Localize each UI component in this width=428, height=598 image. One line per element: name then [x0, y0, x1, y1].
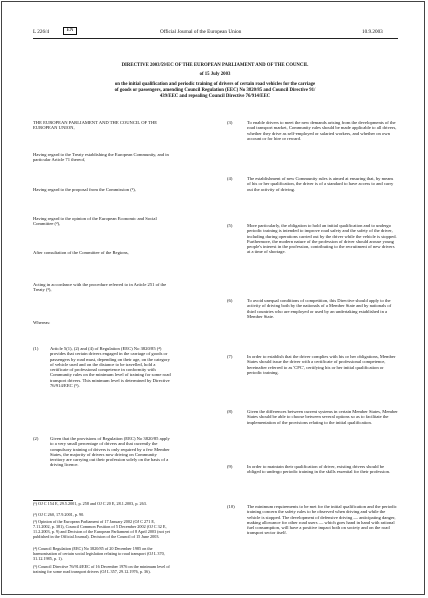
recital-number: (10): [227, 504, 235, 509]
directive-subject-line-2: of goods or passengers, amending Council Regulation (EEC) No 3820/85 and Council Directive 91/: [114, 88, 316, 93]
whereas-heading: Whereas:: [33, 320, 51, 325]
recital-number: (9): [227, 464, 233, 469]
footnote-2: (²) OJ C 260, 17.9.2001, p. 90.: [33, 512, 85, 517]
recital-3: To enable drivers to meet the new demands arising from the developments of the road transport market, Community rules should be made applicable to all drivers, whether they drive as self-employed or salaried workers, and whether on own account or for hire or reward.: [247, 120, 397, 141]
recital-number: (6): [227, 298, 233, 303]
recital-2: Given that the provisions of Regulation (EEC) No 3820/85 apply to a very small percentage of drivers and that currently the compulsory training of drivers is only required by a few Member States, the majority of drivers now driving on Community territory are carrying out their profession solely on the basis of a driving licence.: [50, 436, 170, 468]
header-rule: [33, 38, 398, 39]
recital-9: In order to maintain their qualification of driver, existing drivers should be obliged to undergo periodic training in the skills essential for their profession.: [247, 464, 391, 475]
recital-8: Given the differences between current systems in certain Member States, Member States should be able to choose between several options so as to facilitate the implementation of the provisions relating to the initial qualification.: [247, 409, 398, 425]
recital-6: To avoid unequal conditions of competition, this Directive should apply to the activity of driving both by the nationals of a Member State and by nationals of third countries who are employed or used by an undertaking established in a Member State.: [247, 298, 392, 319]
footnote-1: (¹) OJ C 154 E, 29.5.2001, p. 258 and OJ C 20 E, 28.1.2003, p. 263.: [33, 501, 147, 506]
directive-title: DIRECTIVE 2003/59/EC OF THE EUROPEAN PARLIAMENT AND OF THE COUNCIL: [121, 63, 309, 68]
directive-subject-line-1: on the initial qualification and periodic training of drivers of certain road vehicles for the carriage: [114, 82, 316, 87]
recital-number: (8): [227, 409, 233, 414]
citation-treaty: Having regard to the Treaty establishing the European Community, and in particular Article 71 thereof,: [33, 152, 169, 163]
recital-number: (5): [227, 223, 233, 228]
recital-number: (2): [33, 436, 39, 441]
recital-1: Article 5(1), (2) and (4) of Regulation (EEC) No 3820/85 (⁴) provides that certain drivers engaged in the carriage of goods or passengers by road must, depending on their age, on the category of vehicle used and on the distance to be travelled, hold a certificate of professional competence in conformity with Community rules on the minimum level of training for some road transport drivers. This minimum level is determined by Directive 76/914/EEC (⁵).: [50, 346, 171, 389]
directive-date: of 15 July 2003: [199, 72, 231, 77]
citation-economic-social-committee: Having regard to the opinion of the European Economic and Social Committee (²),: [33, 216, 157, 227]
recital-5: More particularly, the obligation to hold an initial qualification and to undergo periodic training is intended to improve road safety and the safety of the driver, including during operations carried out by the driver while the vehicle is stopped. Furthermore, the modern nature of the profession of driver should arouse young people's interest in the profession, contributing to the recruitment of new drivers at a time of shortage.: [247, 223, 397, 255]
recital-number: (4): [227, 176, 233, 181]
recital-number: (3): [227, 120, 233, 125]
recital-number: (7): [227, 354, 233, 359]
footnote-5: (⁵) Council Directive 76/914/EEC of 16 December 1976 on the minimum level of training for some road transport drivers (OJ L 357, 29.12.1976, p. 36).: [33, 564, 170, 574]
enacting-body: THE EUROPEAN PARLIAMENT AND THE COUNCIL OF THE EUROPEAN UNION,: [33, 120, 158, 131]
footnote-3: (³) Opinion of the European Parliament of 17 January 2002 (OJ C 271 E, 7.11.2002, p. 381), Council Common Position of 5 December 2002 (OJ C 32 E, 11.2.2003, p. 9) and Decision of the European Parliament of 8 April 2003 (not yet published in the Official Journal). Decision of the Council of 15 June 2003.: [33, 519, 171, 539]
journal-name: Official Journal of the European Union: [160, 29, 242, 35]
recital-10: The minimum requirements to be met for the initial qualification and the periodic training concern the safety rules to be observed when driving and while the vehicle is stopped. The development of defensive driving — anticipating danger, making allowance for other road users — which goes hand in hand with rational fuel consumption, will have a positive impact both on society and on the road transport sector itself.: [247, 504, 397, 536]
recital-4: The establishment of new Community rules is aimed at ensuring that, by means of his or her qualification, the driver is of a standard to have access to and carry out the activity of driving.: [247, 176, 394, 192]
publication-date: 10.9.2003: [362, 29, 383, 35]
citation-committee-regions: After consultation of the Committee of the Regions,: [33, 250, 129, 255]
language-code-box: EN: [63, 27, 77, 35]
citation-treaty-procedure: Acting in accordance with the procedure referred to in Article 251 of the Treaty (³),: [33, 282, 167, 293]
footnote-4: (⁴) Council Regulation (EEC) No 3820/85 of 20 December 1985 on the harmonisation of certain social legislation relating to road transport (OJ L 370, 31.12.1985, p. 1).: [33, 546, 165, 561]
page-reference: L 226/4: [33, 29, 50, 35]
recital-number: (1): [33, 346, 39, 351]
recital-7: In order to establish that the driver complies with his or her obligations, Member States should issue the driver with a certificate of professional competence, hereinafter referred to as 'CPC', certifying his or her initial qualification or periodic training.: [247, 354, 396, 375]
citation-commission-proposal: Having regard to the proposal from the Commission (¹),: [33, 187, 136, 192]
directive-subject-line-3: 439/EEC and repealing Council Directive 76/914/EEC: [159, 94, 271, 99]
